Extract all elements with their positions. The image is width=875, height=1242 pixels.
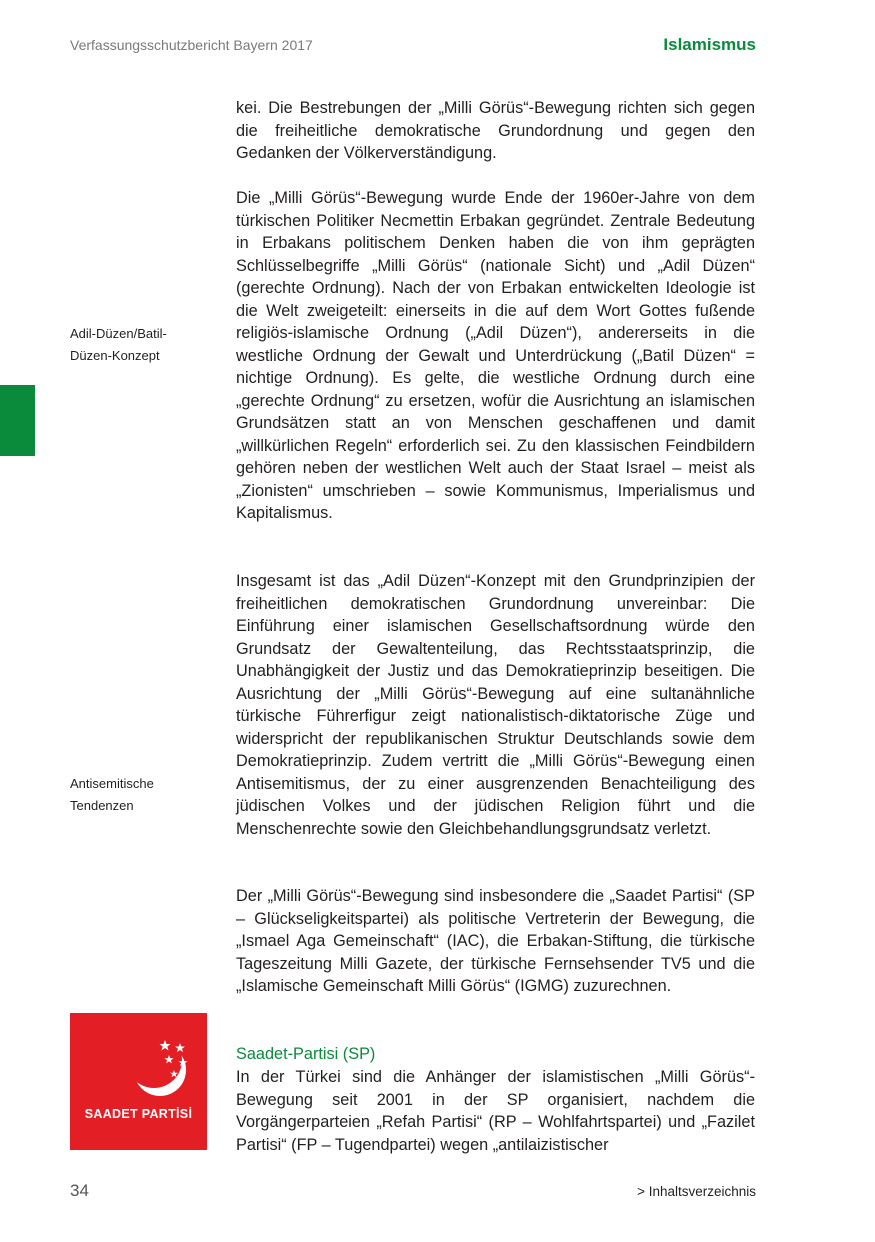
margin-note-line: Adil-Düzen/Batil- [70,326,167,341]
page-number: 34 [70,1181,89,1200]
margin-note-line: Düzen-Konzept [70,348,160,363]
chapter-marker-bar [0,385,35,456]
paragraph-incompatibility: Insgesamt ist das „Adil Düzen“-Konzept mit den Grundprinzipien der freiheitlichen demokratischen Grundordnung unvereinbar: Die Einführung einer islamischen Gesellschaftsordnung würde den Grundsatz der Gewaltenteilung, das Rechtsstaatsprinzip, die Unabhängigkeit der Justiz und das Demokratieprinzip beseitigen. Die Ausrichtung der „Milli Görüs“-Bewegung auf eine sultanähnliche türkische Führerfigur zeigt nationalistisch-diktatorische Züge und widerspricht der republikanischen Struktur Deutschlands sowie dem Demokratieprinzip. Zudem vertritt die „Milli Görüs“-Bewegung einen Antisemitismus, der zu einer ausgrenzenden Benachteiligung des jüdischen Volkes und der jüdischen Religion führt und die Menschenrechte sowie den Gleichbehandlungsgrundsatz verletzt. [236,572,755,838]
saadet-partisi-logo [70,1013,207,1150]
paragraph-organizations: Der „Milli Görüs“-Bewegung sind insbesondere die „Saadet Partisi“ (SP – Glückseligkeitspartei) als politische Vertreterin der Bewegung, die „Ismael Aga Gemeinschaft“ (IAC), die Erbakan-Stiftung, die türkische Tageszeitung Milli Gazete, der türkische Fernsehsender TV5 und die „Islamische Gemeinschaft Milli Görüs“ (IGMG) zuzurechnen. [236,887,755,995]
margin-note-adil-duzen [70,323,167,367]
paragraph-saadet-partisi: In der Türkei sind die Anhänger der islamistischen „Milli Görüs“-Bewegung seit 2001 in der SP organisiert, nachdem die Vorgängerparteien „Refah Partisi“ (RP – Wohlfahrtspartei) und „Fazilet Partisi“ (FP – Tugendpartei) wegen „antilaizistischer [236,1068,755,1154]
table-of-contents-link[interactable]: > Inhaltsverzeichnis [637,1184,756,1199]
margin-note-line: Antisemitische [70,776,154,791]
paragraph-intro: kei. Die Bestrebungen der „Milli Görüs“-Bewegung richten sich gegen die freiheitliche demokratische Grundordnung und gegen den Gedanken der Völkerverständigung. [236,99,755,162]
logo-text: SAADET PARTİSİ [84,1107,193,1121]
paragraph-history: Die „Milli Görüs“-Bewegung wurde Ende der 1960er-Jahre von dem türkischen Politiker Necmettin Erbakan gegründet. Zentrale Bedeutung in Erbakans politischem Denken haben die von ihm geprägten Schlüsselbegriffe „Milli Görüs“ (nationale Sicht) und „Adil Düzen“ (gerechte Ordnung). Nach der von Erbakan entwickelten Ideologie ist die Welt zweigeteilt: einerseits in die auf dem Wort Gottes fußende religiös-islamische Ordnung („Adil Düzen“), andererseits in die westliche Ordnung der Gewalt und Unterdrückung („Batil Düzen“ = nichtige Ordnung). Es gelte, die westliche Ordnung durch eine „gerechte Ordnung“ zu ersetzen, wofür die Ausrichtung an islamischen Grundsätzen statt an von Menschen geschaffenen und damit „willkürlichen Regeln“ erforderlich sei. Zu den klassischen Feindbildern gehören neben der westlichen Welt auch der Staat Israel – meist als „Zionisten“ umschrieben – sowie Kommunismus, Imperialismus und Kapitalismus. [236,189,755,522]
running-header-title: Verfassungsschutzbericht Bayern 2017 [70,37,313,53]
chapter-title: Islamismus [663,35,756,54]
section-heading: Saadet-Partisi (SP) [236,1045,376,1063]
margin-note-line: Tendenzen [70,798,134,813]
margin-note-antisemitism [70,773,154,817]
crescent-star-icon [70,1013,207,1150]
